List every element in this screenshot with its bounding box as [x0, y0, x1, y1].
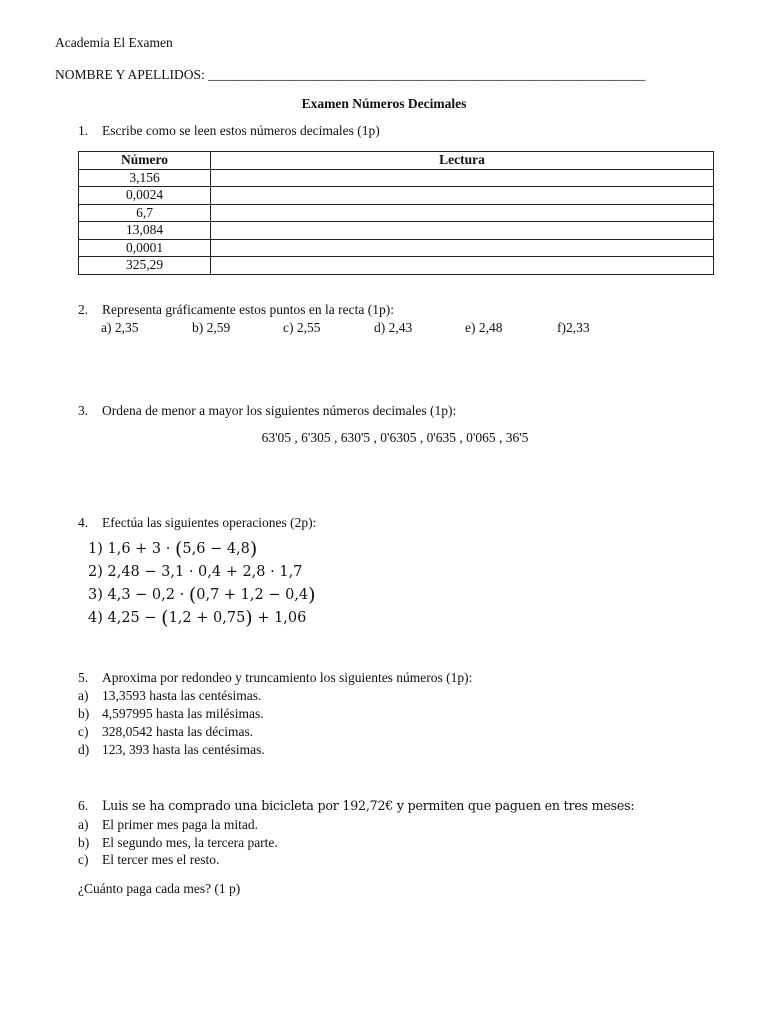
- name-label: NOMBRE Y APELLIDOS:: [55, 67, 205, 82]
- question-2: [78, 302, 394, 318]
- close-paren: ): [308, 584, 316, 606]
- number-cell: 3,156: [79, 169, 211, 187]
- table-row: [79, 204, 714, 222]
- reading-cell[interactable]: [211, 187, 714, 205]
- operation-text: 1) 1,6 + 3 ·: [88, 541, 175, 557]
- reading-cell[interactable]: [211, 204, 714, 222]
- column-header-number: Número: [79, 152, 211, 170]
- table-row: [79, 222, 714, 240]
- number-cell: 0,0001: [79, 239, 211, 257]
- choice-b: b) 2,59: [192, 320, 231, 335]
- table-row: [79, 239, 714, 257]
- table-row: [79, 169, 714, 187]
- item-letter: c): [78, 852, 89, 867]
- number-cell: 325,29: [79, 257, 211, 275]
- open-paren: (: [161, 607, 169, 629]
- question-number: 6.: [78, 798, 89, 813]
- item-letter: a): [78, 817, 89, 832]
- numbers-to-order: 63'05 , 6'305 , 630'5 , 0'6305 , 0'635 , 0'065 , 36'5: [261, 430, 529, 445]
- item-letter: b): [78, 706, 90, 721]
- reading-cell[interactable]: [211, 239, 714, 257]
- list-item: [78, 817, 258, 833]
- point-choices: [0, 320, 768, 338]
- question-6: [78, 798, 634, 814]
- question-number: 2.: [78, 302, 89, 317]
- table-row: [79, 257, 714, 275]
- item-text: 123, 393 hasta las centésimas.: [102, 742, 265, 757]
- item-letter: a): [78, 688, 89, 703]
- close-paren: ): [249, 538, 258, 560]
- operation-text: + 1,06: [252, 610, 307, 626]
- reading-cell[interactable]: [211, 222, 714, 240]
- exam-title: Examen Números Decimales: [301, 96, 467, 111]
- item-letter: b): [78, 835, 90, 850]
- operation-2: [88, 564, 302, 580]
- item-text: El segundo mes, la tercera parte.: [102, 835, 278, 850]
- list-item: [78, 835, 278, 851]
- question-text: Aproxima por redondeo y truncamiento los siguientes números (1p):: [102, 670, 473, 685]
- list-item: [78, 742, 265, 758]
- question-number: 3.: [78, 403, 89, 418]
- list-item: [78, 724, 253, 740]
- item-text: 328,0542 hasta las décimas.: [102, 724, 254, 739]
- operation-1: [88, 538, 258, 560]
- question-number: 5.: [78, 670, 89, 685]
- operation-text: 1,2 + 0,75: [168, 610, 246, 626]
- close-paren: ): [245, 607, 253, 629]
- question-4: [78, 515, 316, 531]
- reading-cell[interactable]: [211, 169, 714, 187]
- question-text: Luis se ha comprado una bicicleta por 192,72€ y permiten que paguen en tres meses:: [102, 798, 635, 813]
- item-letter: d): [78, 742, 90, 757]
- open-paren: (: [188, 584, 197, 606]
- question-5: [78, 670, 472, 686]
- list-item: [78, 706, 264, 722]
- item-letter: c): [78, 724, 89, 739]
- operation-text: 5,6 − 4,8: [182, 541, 250, 557]
- item-text: 13,3593 hasta las centésimas.: [102, 688, 262, 703]
- table-row: [79, 187, 714, 205]
- number-cell: 0,0024: [79, 187, 211, 205]
- list-item: [78, 688, 261, 704]
- final-question: ¿Cuánto paga cada mes? (1 p): [78, 881, 241, 896]
- operation-text: 0,7 + 1,2 − 0,4: [196, 587, 309, 603]
- question-number: 4.: [78, 515, 89, 530]
- reading-cell[interactable]: [211, 257, 714, 275]
- item-text: 4,597995 hasta las milésimas.: [102, 706, 264, 721]
- operation-text: 4) 4,25 −: [88, 610, 162, 626]
- choice-f: f)2,33: [557, 320, 590, 335]
- operation-text: 2) 2,48 − 3,1 · 0,4 + 2,8 · 1,7: [88, 564, 303, 580]
- choice-e: e) 2,48: [465, 320, 503, 335]
- reading-table: [78, 151, 714, 275]
- question-1: [78, 123, 380, 139]
- choice-c: c) 2,55: [283, 320, 321, 335]
- operation-4: [88, 607, 307, 629]
- operation-3: [88, 584, 316, 606]
- item-text: El tercer mes el resto.: [102, 852, 220, 867]
- number-cell: 6,7: [79, 204, 211, 222]
- table-header-row: [79, 152, 714, 170]
- name-blank: _______________________________________________________________________: [208, 67, 645, 82]
- choice-d: d) 2,43: [374, 320, 413, 335]
- academy-name: Academia El Examen: [55, 35, 173, 50]
- question-text: Representa gráficamente estos puntos en la recta (1p):: [102, 302, 395, 317]
- question-number: 1.: [78, 123, 89, 138]
- question-3: [78, 403, 456, 419]
- question-text: Escribe como se leen estos números decimales (1p): [102, 123, 380, 138]
- item-text: El primer mes paga la mitad.: [102, 817, 258, 832]
- number-cell: 13,084: [79, 222, 211, 240]
- name-line: [55, 67, 645, 83]
- operation-text: 3) 4,3 − 0,2 ·: [88, 587, 189, 603]
- list-item: [78, 852, 219, 868]
- question-text: Ordena de menor a mayor los siguientes números decimales (1p):: [102, 403, 457, 418]
- column-header-reading: Lectura: [211, 152, 714, 170]
- open-paren: (: [174, 538, 183, 560]
- choice-a: a) 2,35: [101, 320, 139, 335]
- question-text: Efectúa las siguientes operaciones (2p):: [102, 515, 317, 530]
